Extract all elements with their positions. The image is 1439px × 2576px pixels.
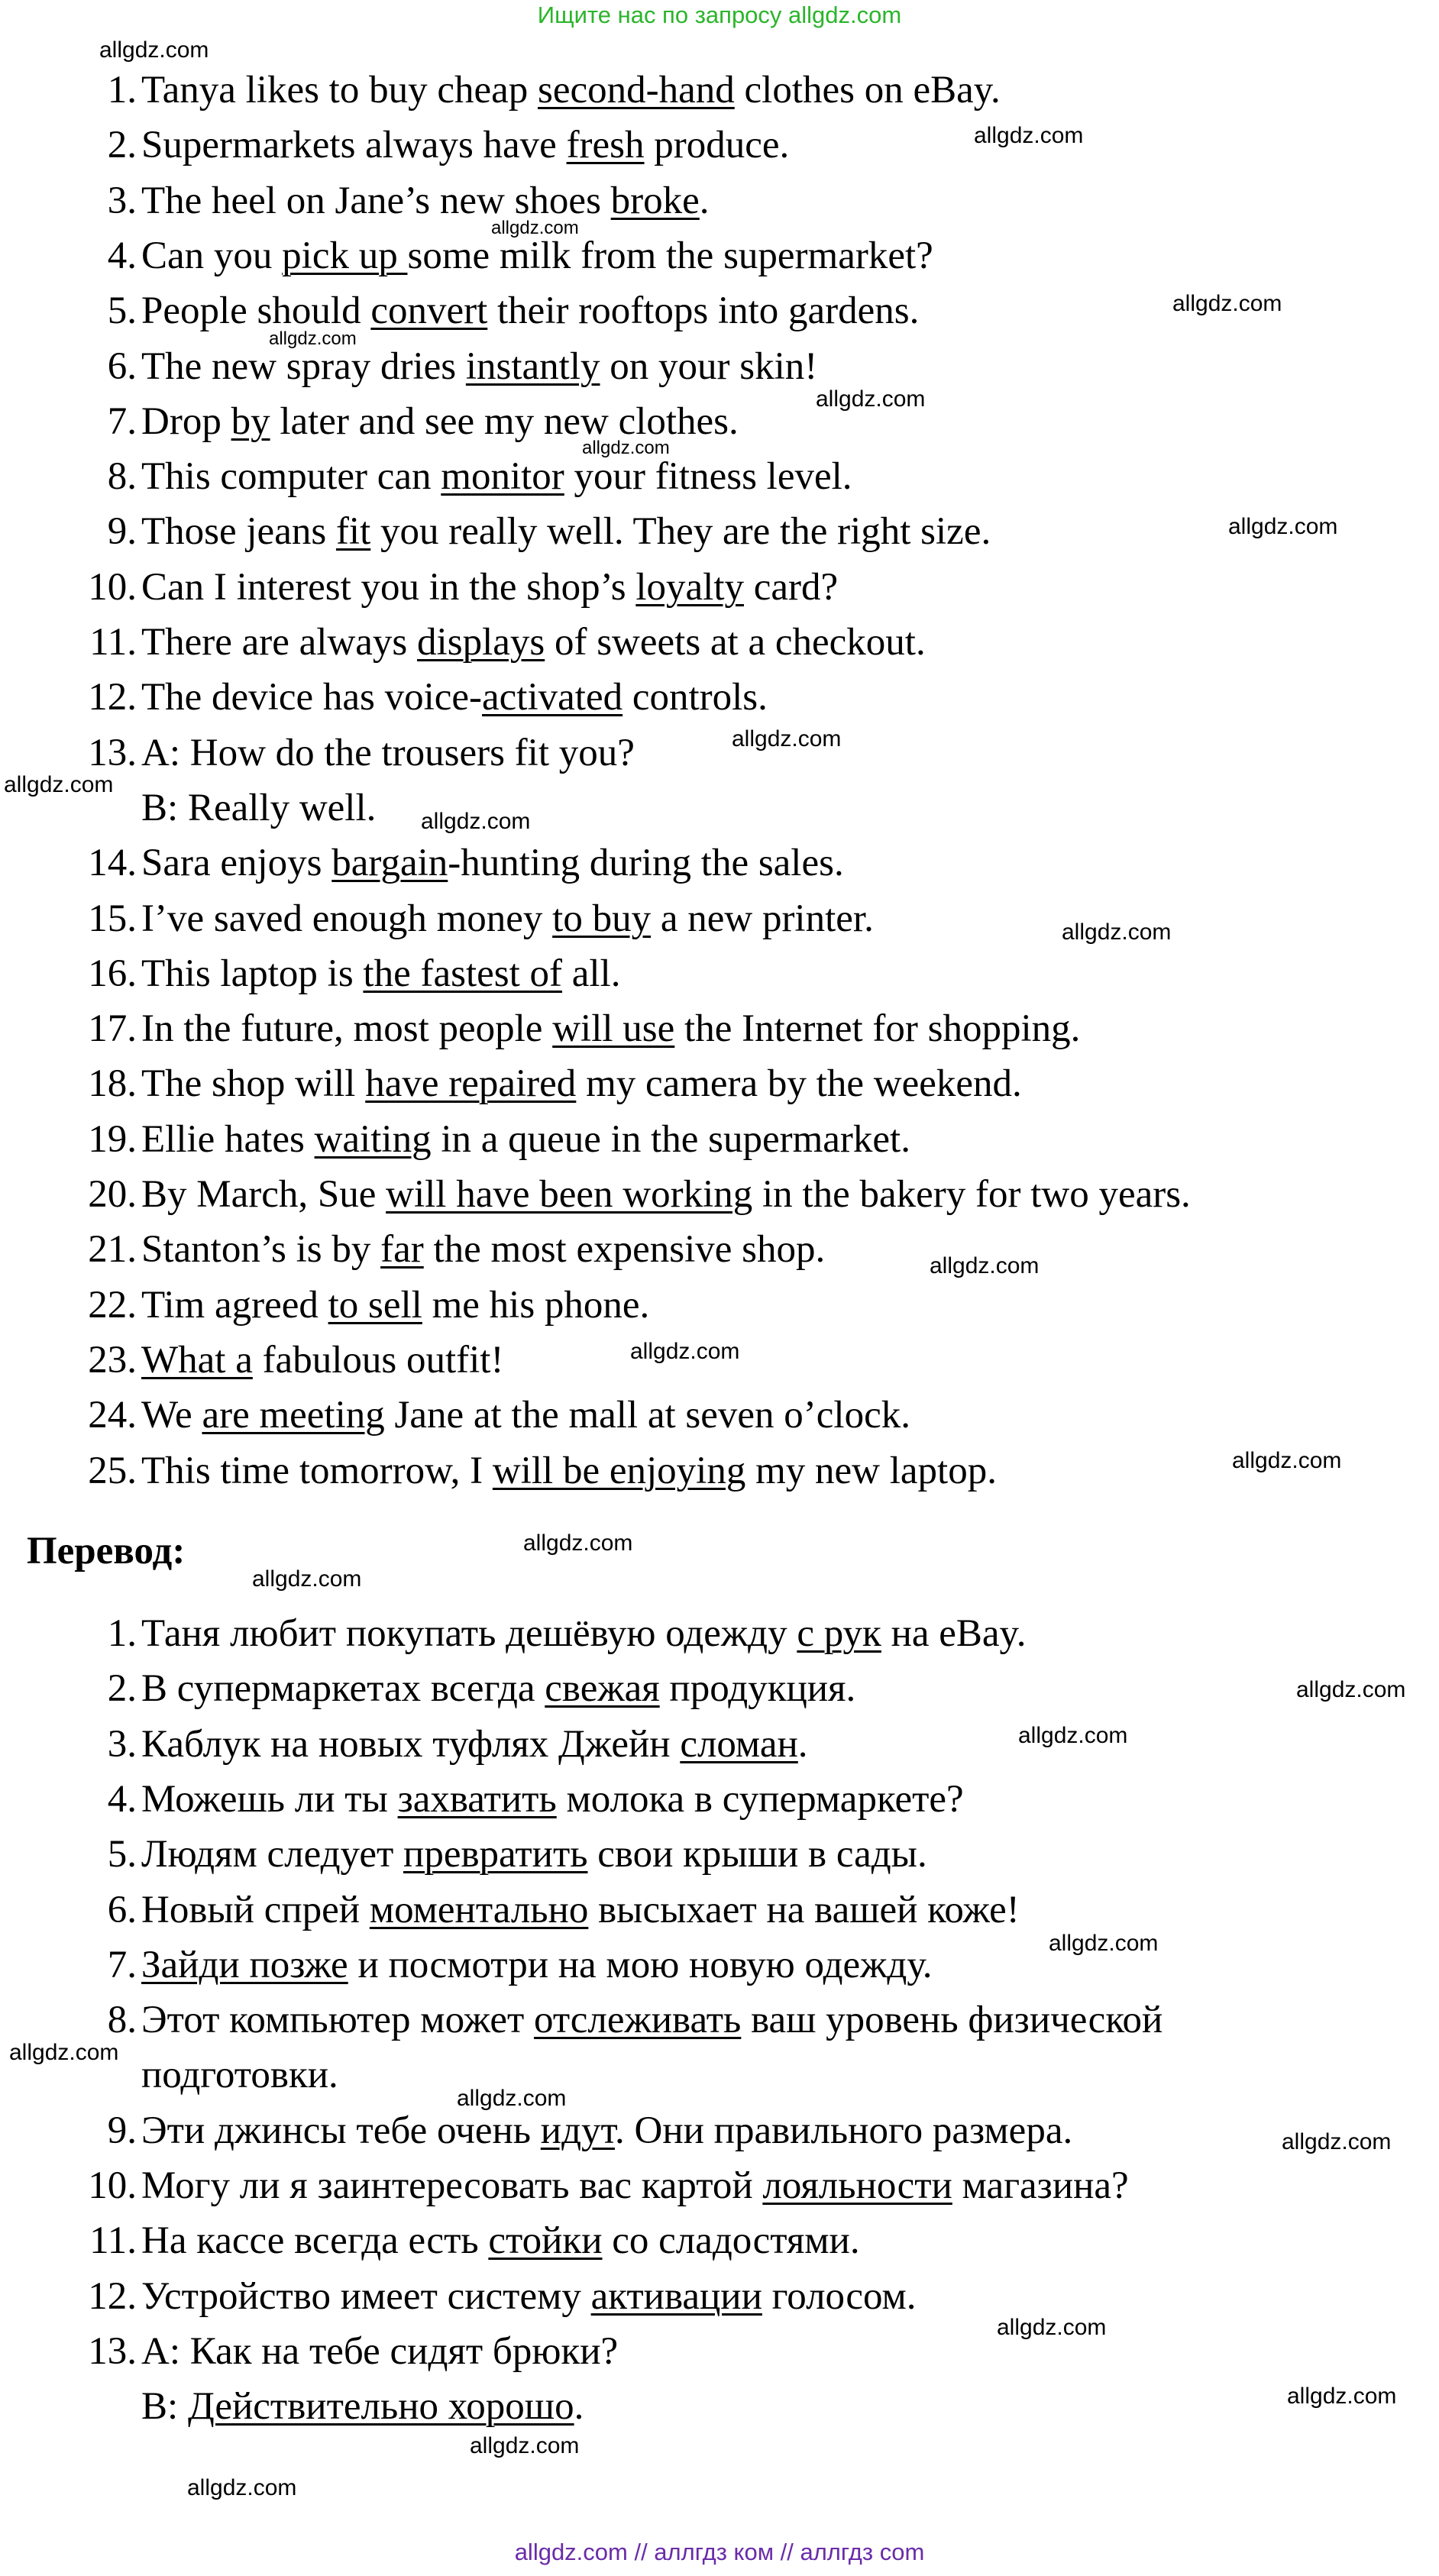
watermark: allgdz.com	[187, 2475, 297, 2500]
list-item	[0, 781, 1439, 836]
item-text-segment: some milk from the supermarket?	[407, 234, 933, 277]
item-number: 10.	[88, 2164, 137, 2207]
item-number: 4.	[107, 234, 137, 277]
item-text-segment: This laptop is	[141, 952, 364, 995]
item-text	[141, 1222, 825, 1277]
item-text-segment: you really well. They are the right size.	[370, 510, 991, 554]
underlined-answer: сломан	[680, 1722, 798, 1766]
item-text-segment: Drop	[141, 399, 231, 443]
item-text	[141, 1661, 855, 1716]
underlined-answer: instantly	[465, 344, 600, 388]
list-item	[0, 1717, 1439, 1772]
item-text-segment: in the bakery for two years.	[752, 1173, 1191, 1216]
item-number: 3.	[107, 1722, 137, 1766]
item-number: 10.	[88, 565, 137, 609]
watermark: allgdz.com	[582, 438, 670, 458]
watermark: allgdz.com	[457, 2086, 567, 2111]
watermark: allgdz.com	[1062, 920, 1172, 945]
item-number: 22.	[88, 1283, 137, 1327]
item-text-segment: со сладостями.	[602, 2219, 860, 2263]
item-text	[141, 781, 376, 836]
list-item	[0, 1167, 1439, 1222]
watermark: allgdz.com	[421, 809, 531, 834]
item-text-segment: Tanya likes to buy cheap	[141, 69, 538, 112]
item-text	[141, 2158, 1129, 2213]
list-item	[0, 1993, 1439, 2048]
list-item	[0, 1001, 1439, 1056]
item-text	[141, 2048, 338, 2102]
item-text-segment: На кассе всегда есть	[141, 2219, 489, 2263]
item-text-segment: The shop will	[141, 1062, 366, 1106]
watermark: allgdz.com	[4, 772, 114, 797]
watermark: allgdz.com	[732, 726, 842, 751]
item-number: 25.	[88, 1449, 137, 1492]
item-number: 5.	[107, 289, 137, 333]
underlined-answer: bargain	[331, 842, 448, 885]
item-text-segment: There are always	[141, 621, 418, 664]
item-text	[141, 339, 817, 394]
item-text-segment: на eBay.	[881, 1612, 1027, 1655]
item-number: 6.	[107, 344, 137, 388]
item-number: 5.	[107, 1833, 137, 1876]
list-item	[0, 173, 1439, 228]
underlined-answer: by	[231, 399, 270, 443]
underlined-answer: моментально	[369, 1888, 589, 1931]
item-text-segment: Могу ли я заинтересовать вас картой	[141, 2164, 763, 2207]
item-text	[141, 836, 844, 890]
item-text	[141, 449, 852, 504]
item-text-segment: .	[574, 2385, 584, 2429]
watermark: allgdz.com	[252, 1566, 362, 1592]
underlined-answer: are meeting	[202, 1394, 385, 1437]
item-text-segment: В супермаркетах всегда	[141, 1667, 545, 1711]
underlined-answer: активации	[590, 2274, 762, 2318]
underlined-answer: fit	[335, 510, 371, 554]
item-text	[141, 560, 838, 615]
item-text	[141, 1938, 932, 1993]
item-number: 7.	[107, 399, 137, 443]
underlined-answer: стойки	[488, 2219, 603, 2263]
watermark: allgdz.com	[491, 218, 579, 238]
item-number: 8.	[107, 455, 137, 499]
item-number: 21.	[88, 1228, 137, 1272]
item-text-segment: This time tomorrow, I	[141, 1449, 493, 1492]
item-text-segment: молока в супермаркете?	[556, 1777, 964, 1821]
item-text-segment: Tim agreed	[141, 1283, 328, 1327]
item-text-segment: a new printer.	[651, 897, 874, 940]
item-text	[141, 1606, 1027, 1661]
item-text-segment: Sara enjoys	[141, 842, 332, 885]
underlined-answer: to sell	[328, 1283, 422, 1327]
item-text-segment: the Internet for shopping.	[674, 1007, 1081, 1051]
watermark: allgdz.com	[1018, 1723, 1128, 1748]
list-item	[0, 118, 1439, 173]
item-text	[141, 2324, 618, 2379]
item-text-segment: all.	[562, 952, 621, 995]
list-item	[0, 1883, 1439, 1938]
list-item	[0, 836, 1439, 890]
underlined-answer: pick up	[282, 234, 408, 277]
item-number: 1.	[107, 1612, 137, 1655]
item-text-segment: .	[699, 179, 710, 222]
watermark: allgdz.com	[1287, 2384, 1397, 2409]
underlined-answer: с рук	[797, 1612, 881, 1655]
item-text	[141, 1112, 910, 1167]
watermark: allgdz.com	[470, 2433, 580, 2458]
item-text	[141, 1388, 910, 1443]
item-number: 12.	[88, 676, 137, 719]
underlined-answer: the fastest of	[363, 952, 562, 995]
item-text	[141, 670, 768, 725]
list-item	[0, 2213, 1439, 2268]
underlined-answer: far	[380, 1228, 424, 1272]
watermark: allgdz.com	[1232, 1448, 1342, 1473]
item-text-segment: Эти джинсы тебе очень	[141, 2109, 541, 2152]
item-number: 24.	[88, 1394, 137, 1437]
underlined-answer: лояльности	[762, 2164, 952, 2207]
item-text-segment: later and see my new clothes.	[270, 399, 739, 443]
item-number: 3.	[107, 179, 137, 222]
item-text-segment: I’ve saved enough money	[141, 897, 553, 940]
item-text	[141, 1001, 1080, 1056]
item-text-segment: Новый спрей	[141, 1888, 370, 1931]
item-text-segment: controls.	[622, 676, 768, 719]
underlined-answer: fresh	[566, 124, 645, 167]
list-item	[0, 1938, 1439, 1993]
item-number: 18.	[88, 1062, 137, 1106]
list-item	[0, 2048, 1439, 2102]
item-text	[141, 2379, 584, 2434]
list-item	[0, 560, 1439, 615]
watermark: allgdz.com	[930, 1253, 1040, 1278]
list-item	[0, 394, 1439, 449]
item-text-segment: clothes on eBay.	[734, 69, 1001, 112]
item-number: 16.	[88, 952, 137, 995]
item-text-segment: Людям следует	[141, 1833, 404, 1876]
item-text-segment: the most expensive shop.	[423, 1228, 826, 1272]
item-text	[141, 504, 991, 559]
footer-links[interactable]: allgdz.com // аллгдз ком // аллгдз com	[514, 2539, 925, 2565]
underlined-answer: захватить	[397, 1777, 557, 1821]
item-text	[141, 1772, 964, 1827]
list-item	[0, 1388, 1439, 1443]
underlined-answer: second-hand	[538, 69, 735, 112]
list-item	[0, 1278, 1439, 1333]
item-text-segment: In the future, most people	[141, 1007, 553, 1051]
item-number: 14.	[88, 842, 137, 885]
item-text-segment: продукция.	[659, 1667, 856, 1711]
item-text	[141, 1278, 649, 1333]
underlined-answer: activated	[482, 676, 623, 719]
list-item	[0, 1222, 1439, 1277]
underlined-answer: waiting	[314, 1117, 432, 1161]
item-text-segment: Этот компьютер может	[141, 1999, 535, 2042]
list-item	[0, 2158, 1439, 2213]
watermark: allgdz.com	[1296, 1677, 1406, 1702]
watermark: allgdz.com	[997, 2315, 1107, 2340]
item-text-segment: Можешь ли ты	[141, 1777, 398, 1821]
underlined-answer: идут	[540, 2109, 615, 2152]
watermark: allgdz.com	[1228, 514, 1338, 539]
underlined-answer: отслеживать	[534, 1999, 742, 2042]
item-text-segment: By March, Sue	[141, 1173, 386, 1216]
item-number: 12.	[88, 2274, 137, 2318]
underlined-answer: loyalty	[635, 565, 744, 609]
underlined-answer: to buy	[552, 897, 652, 940]
list-item	[0, 1661, 1439, 1716]
list-item	[0, 891, 1439, 946]
item-number: 20.	[88, 1173, 137, 1216]
item-text-segment: высыхает на вашей коже!	[588, 1888, 1020, 1931]
item-text-segment: Ellie hates	[141, 1117, 315, 1161]
underlined-answer: will have been working	[386, 1173, 753, 1216]
item-text-segment: А: Как на тебе сидят брюки?	[141, 2329, 619, 2373]
watermark: allgdz.com	[9, 2040, 119, 2065]
item-text	[141, 615, 926, 670]
list-item	[0, 228, 1439, 283]
item-text-segment: ваш уровень физической	[741, 1999, 1163, 2042]
item-text-segment: my camera by the weekend.	[576, 1062, 1022, 1106]
item-number: 9.	[107, 2109, 137, 2152]
item-number: 9.	[107, 510, 137, 554]
item-number: 19.	[88, 1117, 137, 1161]
watermark: allgdz.com	[523, 1530, 633, 1556]
item-number: 13.	[88, 731, 137, 774]
watermark: allgdz.com	[1172, 291, 1282, 316]
item-text	[141, 118, 789, 173]
item-text-segment: my new laptop.	[745, 1449, 997, 1492]
underlined-answer: monitor	[441, 455, 564, 499]
underlined-answer: превратить	[403, 1833, 588, 1876]
item-text	[141, 2103, 1072, 2158]
item-text	[141, 2213, 860, 2268]
underlined-answer: broke	[610, 179, 700, 222]
item-number: 2.	[107, 1667, 137, 1711]
item-text	[141, 2269, 917, 2324]
list-item	[0, 63, 1439, 118]
item-text	[141, 1883, 1020, 1938]
watermark: allgdz.com	[974, 123, 1084, 148]
list-item	[0, 1606, 1439, 1661]
list-item	[0, 1443, 1439, 1498]
item-number: 1.	[107, 69, 137, 112]
item-text-segment: магазина?	[952, 2164, 1129, 2207]
watermark: allgdz.com	[269, 328, 357, 349]
item-number: 7.	[107, 1943, 137, 1986]
item-text-segment: me his phone.	[422, 1283, 650, 1327]
item-text-segment: We	[141, 1394, 202, 1437]
item-text-segment: .	[797, 1722, 808, 1766]
item-text	[141, 1827, 927, 1882]
underlined-answer: will be enjoying	[492, 1449, 746, 1492]
item-text	[141, 283, 919, 338]
list-item	[0, 1112, 1439, 1167]
item-text-segment: Can you	[141, 234, 283, 277]
item-text-segment: Stanton’s is by	[141, 1228, 381, 1272]
item-text-segment: В:	[141, 2385, 188, 2429]
item-text	[141, 1167, 1191, 1222]
underlined-answer: свежая	[545, 1667, 660, 1711]
item-text-segment: The heel on Jane’s new shoes	[141, 179, 611, 222]
list-item	[0, 670, 1439, 725]
item-number: 11.	[89, 621, 137, 664]
item-text-segment: Supermarkets always have	[141, 124, 567, 167]
item-text-segment: fabulous outfit!	[252, 1338, 504, 1382]
list-item	[0, 1056, 1439, 1111]
list-item	[0, 946, 1439, 1001]
item-number: 17.	[88, 1007, 137, 1051]
item-text-segment: подготовки.	[141, 2054, 338, 2097]
watermark: allgdz.com	[99, 37, 209, 63]
item-text-segment: . Они правильного размера.	[614, 2109, 1073, 2152]
top-banner[interactable]: Ищите нас по запросу allgdz.com	[537, 2, 902, 28]
item-text-segment: Устройство имеет систему	[141, 2274, 591, 2318]
list-item	[0, 2269, 1439, 2324]
item-text-segment: produce.	[644, 124, 790, 167]
underlined-answer: Зайди позже	[141, 1943, 348, 1986]
item-text-segment: -hunting during the sales.	[448, 842, 844, 885]
list-item	[0, 339, 1439, 394]
underlined-answer: have repaired	[365, 1062, 577, 1106]
list-item	[0, 1772, 1439, 1827]
item-text-segment: card?	[744, 565, 839, 609]
item-text	[141, 1993, 1163, 2048]
item-text	[141, 946, 620, 1001]
item-text	[141, 891, 874, 946]
item-text-segment: People should	[141, 289, 371, 333]
item-text-segment: your fitness level.	[564, 455, 852, 499]
item-text	[141, 1443, 997, 1498]
item-text	[141, 173, 710, 228]
item-number: 11.	[89, 2219, 137, 2263]
item-text-segment: The new spray dries	[141, 344, 466, 388]
item-number: 6.	[107, 1888, 137, 1931]
item-text	[141, 1333, 503, 1388]
item-number: 13.	[88, 2329, 137, 2373]
item-text-segment: on your skin!	[600, 344, 818, 388]
item-text-segment: свои крыши в сады.	[587, 1833, 927, 1876]
underlined-answer: will use	[552, 1007, 675, 1051]
item-number: 4.	[107, 1777, 137, 1821]
watermark: allgdz.com	[1049, 1931, 1159, 1956]
watermark: allgdz.com	[816, 386, 926, 412]
item-text-segment: of sweets at a checkout.	[545, 621, 926, 664]
item-number: 8.	[107, 1999, 137, 2042]
list-item	[0, 504, 1439, 559]
list-item	[0, 726, 1439, 781]
watermark: allgdz.com	[1282, 2129, 1392, 2154]
list-item	[0, 449, 1439, 504]
item-text-segment: голосом.	[762, 2274, 917, 2318]
item-text	[141, 1056, 1022, 1111]
underlined-answer: convert	[370, 289, 488, 333]
watermark: allgdz.com	[630, 1339, 740, 1364]
item-text-segment: Can I interest you in the shop’s	[141, 565, 636, 609]
list-item	[0, 2103, 1439, 2158]
list-item	[0, 1827, 1439, 1882]
list-item	[0, 615, 1439, 670]
item-text-segment: This computer can	[141, 455, 441, 499]
item-text-segment: Таня любит покупать дешёвую одежду	[141, 1612, 797, 1655]
item-text-segment: A: How do the trousers fit you?	[141, 731, 635, 774]
item-number: 15.	[88, 897, 137, 940]
underlined-answer: displays	[417, 621, 545, 664]
item-number: 23.	[88, 1338, 137, 1382]
item-text-segment: in a queue in the supermarket.	[431, 1117, 910, 1161]
item-text-segment: their rooftops into gardens.	[487, 289, 920, 333]
underlined-answer: Действительно хорошо	[187, 2385, 574, 2429]
item-text-segment: Каблук на новых туфлях Джейн	[141, 1722, 681, 1766]
item-text-segment: Those jeans	[141, 510, 336, 554]
item-text	[141, 63, 1001, 118]
item-text-segment: B: Really well.	[141, 786, 377, 829]
item-text-segment: и посмотри на мою новую одежду.	[348, 1943, 933, 1986]
item-text	[141, 726, 635, 781]
item-text	[141, 1717, 808, 1772]
item-text-segment: The device has voice-	[141, 676, 483, 719]
underlined-answer: What a	[141, 1338, 253, 1382]
list-item	[0, 2324, 1439, 2379]
item-text-segment: Jane at the mall at seven o’clock.	[384, 1394, 910, 1437]
list-item	[0, 2379, 1439, 2434]
item-number: 2.	[107, 124, 137, 167]
translation-heading: Перевод:	[27, 1530, 186, 1572]
